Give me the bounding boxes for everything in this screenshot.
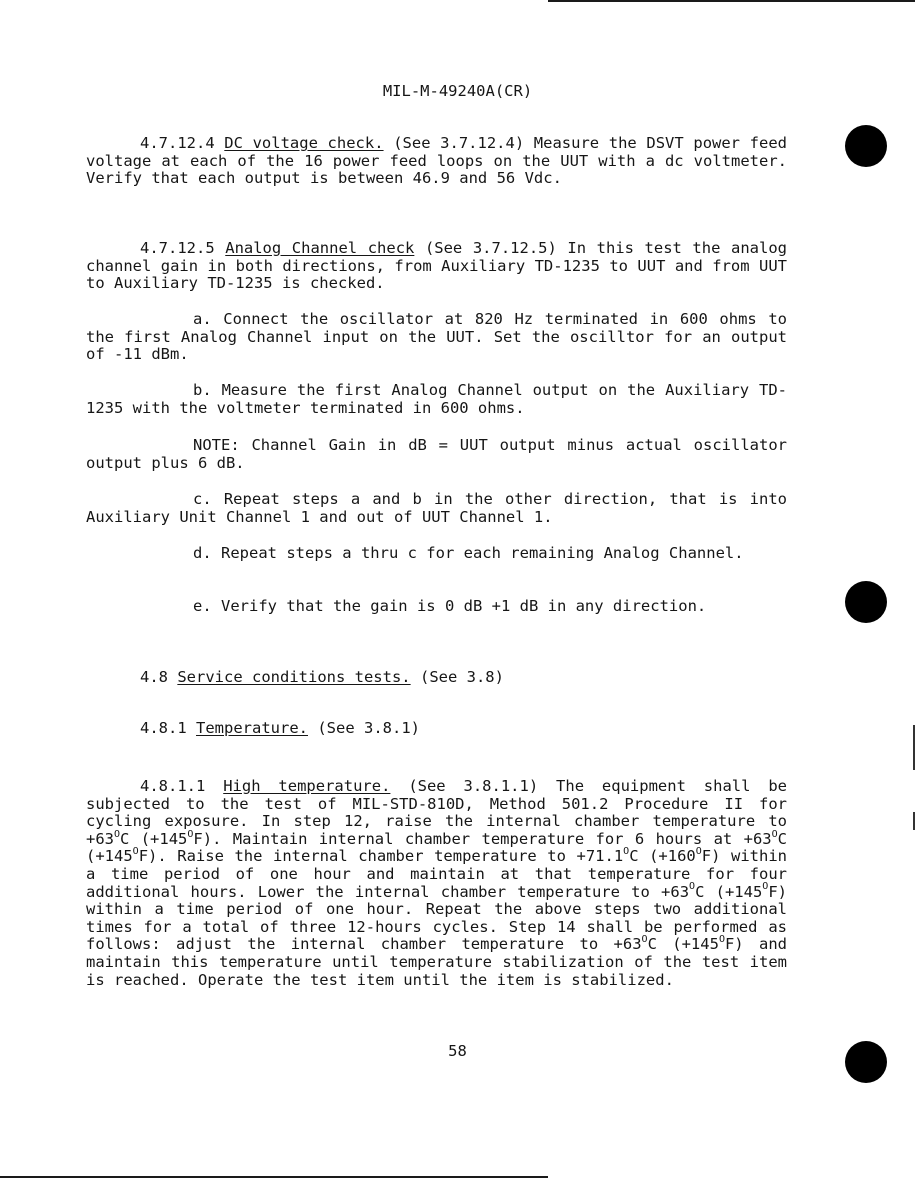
page-number: 58: [448, 1042, 467, 1060]
degree-mark: O: [641, 934, 648, 946]
section-title: Service conditions tests.: [177, 668, 411, 686]
section-text: (See 3.7.12.4) Measure the DSVT power feed voltage at each of the 16 power feed loops on the UUT with a dc voltmeter. Verify that each output is between 46.9 and 56 Vdc.: [86, 134, 787, 188]
section-number: 4.7.12.4: [140, 134, 215, 152]
degree-mark: O: [771, 828, 778, 840]
binder-hole-top: [845, 125, 887, 167]
text-run: F). Raise the internal chamber temperature to +71.1: [138, 847, 624, 866]
binder-hole-middle: [845, 581, 887, 623]
degree-mark: O: [689, 881, 696, 893]
section-number: 4.8.1: [140, 719, 187, 737]
section-4-8: [86, 669, 787, 687]
degree-mark: O: [695, 846, 702, 858]
degree-mark: O: [187, 828, 194, 840]
section-text: (See 3.8.1): [317, 719, 420, 737]
text-run: F) and maintain this temperature until temperature stabilization of the test item is reached. Operate the test item until the item is stabilized.: [86, 935, 787, 989]
section-number: 4.8.1.1: [140, 777, 206, 795]
section-title: Temperature.: [196, 719, 308, 737]
text-run: C (+160: [629, 847, 696, 866]
text-run: F). Maintain internal chamber temperature for 6 hours at +63: [193, 829, 772, 848]
step-b-text: b. Measure the first Analog Channel output on the Auxiliary TD-1235 with the voltmeter terminated in 600 ohms.: [86, 381, 787, 417]
text-run: C (+145: [695, 882, 763, 901]
degree-mark: O: [762, 881, 769, 893]
note-text: NOTE: Channel Gain in dB = UUT output minus actual oscillator output plus 6 dB.: [86, 436, 787, 472]
text-run: F) within a time period of one hour and maintain at that temperature for four additional hours. Lower the internal chamber temperature to +63: [86, 847, 787, 901]
step-e: [86, 598, 787, 616]
step-c: [86, 491, 787, 526]
text-run: C (+145: [120, 829, 188, 848]
section-text: (See 3.7.12.5) In this test the analog channel gain in both directions, from Auxiliary TD-1235 to UUT and from UUT to Auxiliary TD-1235 is checked.: [86, 239, 787, 293]
section-4-7-12-5: [86, 240, 787, 293]
section-4-8-1-1: [86, 778, 787, 989]
section-title: Analog Channel check: [225, 239, 415, 257]
step-d: [86, 545, 787, 563]
document-id-header: MIL-M-49240A(CR): [382, 82, 533, 100]
step-e-text: e. Verify that the gain is 0 dB +1 dB in any direction.: [193, 597, 707, 615]
section-number: 4.8: [140, 668, 168, 686]
degree-mark: O: [114, 828, 121, 840]
section-text: (See 3.8): [419, 668, 504, 686]
text-run: C (+145: [647, 935, 719, 954]
scan-border-top: [548, 0, 915, 2]
section-4-8-1: [86, 720, 787, 738]
note: [86, 437, 787, 472]
degree-mark: O: [718, 934, 725, 946]
step-b: [86, 382, 787, 417]
section-title: High temperature.: [223, 777, 391, 795]
step-c-text: c. Repeat steps a and b in the other direction, that is into Auxiliary Unit Channel 1 and out of UUT Channel 1.: [86, 490, 787, 526]
degree-mark: O: [132, 846, 139, 858]
text-run: C (+145: [86, 829, 787, 866]
text-run: (See 3.8.1.1) The equipment shall be subjected to the test of MIL-STD-810D, Method 501.2 Procedure II for cycling exposure. In step 12, raise the internal chamber temperature to +63: [86, 777, 788, 848]
section-4-7-12-4: [86, 135, 787, 188]
section-title: DC voltage check.: [224, 134, 384, 152]
scan-border-bottom: [0, 1176, 548, 1178]
step-d-text: d. Repeat steps a thru c for each remaining Analog Channel.: [193, 544, 744, 562]
step-a: [86, 311, 787, 364]
section-number: 4.7.12.5: [140, 239, 215, 257]
step-a-text: a. Connect the oscillator at 820 Hz terminated in 600 ohms to the first Analog Channel input on the UUT. Set the oscilltor for an output of -11 dBm.: [86, 310, 787, 364]
degree-mark: O: [623, 846, 630, 858]
text-run: F) within a time period of one hour. Repeat the above steps two additional times for a total of three 12-hours cycles. Step 14 shall be performed as follows: adjust the internal chamber temperature to +63: [86, 882, 787, 954]
